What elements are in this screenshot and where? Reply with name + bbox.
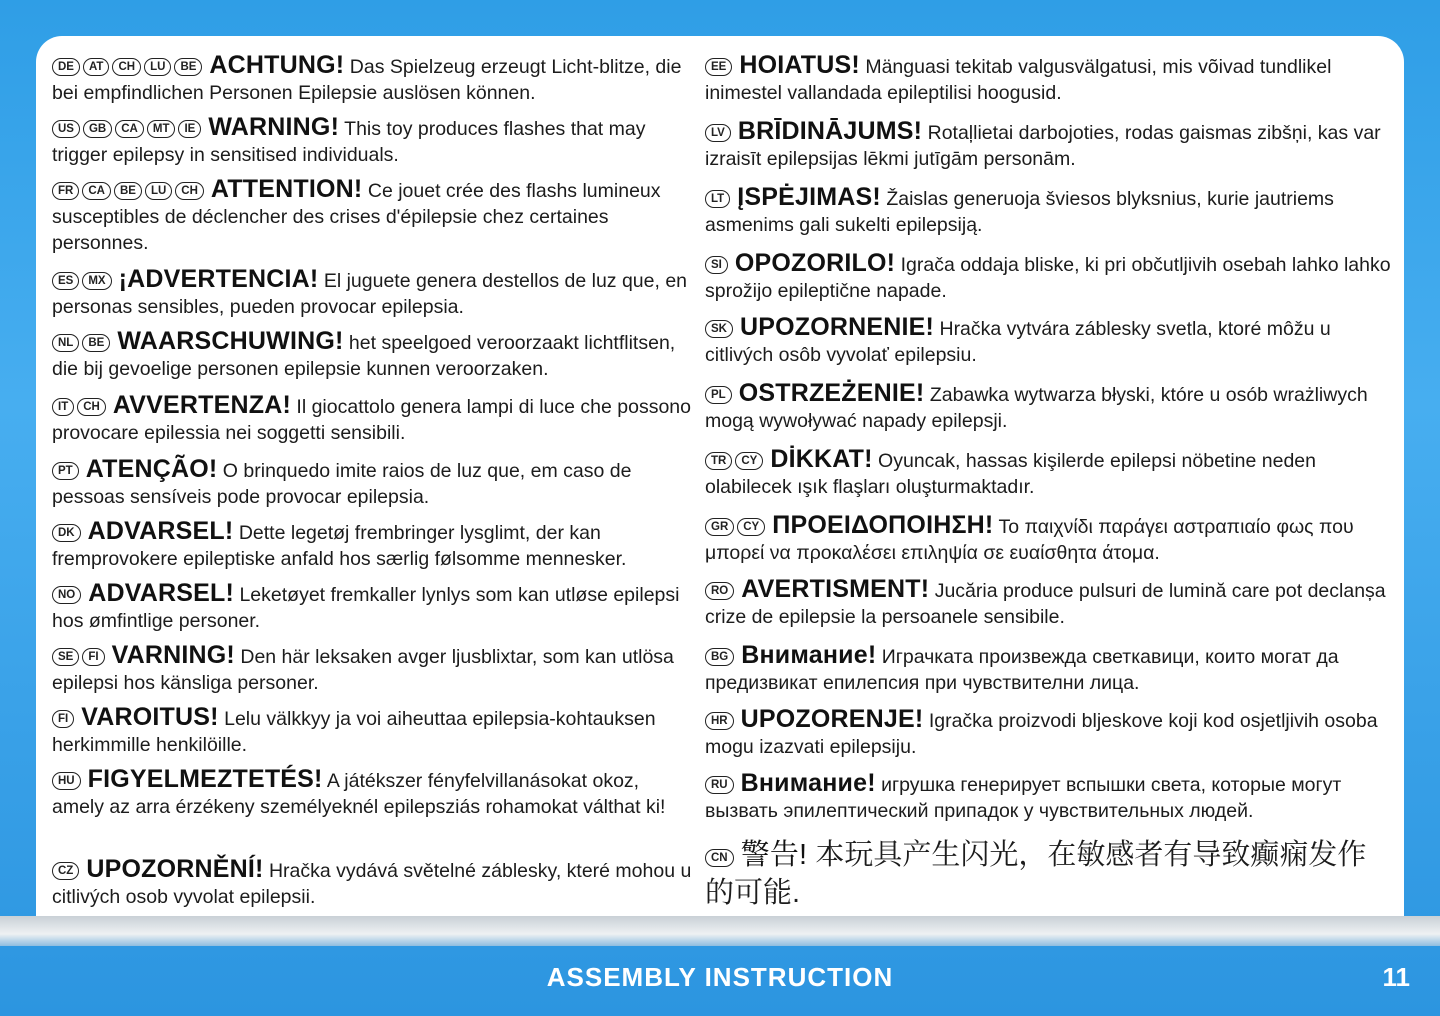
warning-text: Hračka vydává světelné záblesky, které mohou u citlivých osob vyvolat epilepsii. (52, 860, 692, 908)
warning-text: 本玩具产生闪光，在敏感者有导致癫痫发作的可能. (705, 839, 1367, 909)
country-codes (705, 646, 737, 668)
warning-entry (52, 114, 692, 168)
warning-text: Jucăria produce pulsuri de lumină care pot declanșa crize de epilepsie la persoanele sensibile. (705, 580, 1386, 628)
warning-heading: VARNING! (111, 641, 235, 669)
warning-heading: Внимание! (740, 769, 876, 797)
country-codes (705, 56, 735, 78)
country-codes (52, 270, 115, 292)
warning-entry (705, 576, 1395, 630)
warning-heading: ADVARSEL! (87, 517, 234, 545)
country-codes (705, 122, 734, 144)
country-codes (705, 254, 731, 276)
country-codes (52, 860, 82, 882)
warning-text: Играчката произвежда светкавици, които могат да предизвикат епилепсия при чувствителни лица. (705, 646, 1339, 694)
country-code-badge: CA (115, 120, 144, 138)
warning-text: Dette legetøj frembringer lysglimt, der kan fremprovokere epileptiske anfald hos særlig følsomme mennesker. (52, 522, 627, 570)
warning-text: Το παιχνίδι παράγει αστραπιαίο φως που μπορεί να προκαλέσει επιληψία σε ευαίσθητα άτομα. (705, 516, 1354, 564)
country-code-badge: FI (82, 648, 104, 666)
warning-text: Den här leksaken avger ljusblixtar, som kan utlösa epilepsi hos känsliga personer. (52, 646, 674, 694)
country-code-badge: NO (52, 586, 81, 604)
country-codes (52, 56, 205, 78)
warning-heading: FIGYELMEZTETÉS! (87, 765, 323, 793)
warning-entry (52, 266, 692, 320)
country-code-badge: CN (705, 849, 734, 867)
warning-entry (52, 766, 692, 820)
country-code-badge: BE (174, 58, 202, 76)
warning-entry (52, 580, 692, 634)
warning-text: O brinquedo imite raios de luz que, em caso de pessoas sensíveis pode provocar epilepsia. (52, 460, 632, 508)
country-code-badge: GB (83, 120, 112, 138)
country-code-badge: BE (114, 182, 142, 200)
warning-entry (52, 704, 692, 758)
country-code-badge: CH (175, 182, 204, 200)
footer-title: ASSEMBLY INSTRUCTION (546, 962, 894, 992)
warning-heading: VAROITUS! (81, 703, 219, 731)
warning-entry (705, 836, 1395, 912)
warning-text: Oyuncak, hassas kişilerde epilepsi nöbetine neden olabilecek ışık flaşları oluşturmaktadır. (705, 450, 1316, 498)
country-code-badge: AT (83, 58, 109, 76)
country-codes (52, 646, 108, 668)
warning-heading: HOIATUS! (739, 51, 860, 79)
country-code-badge: LT (705, 190, 730, 208)
country-codes (52, 460, 82, 482)
country-code-badge: MT (147, 120, 176, 138)
country-codes (52, 770, 84, 792)
warning-heading: UPOZORENJE! (740, 705, 924, 733)
warning-entry (705, 446, 1395, 500)
panel-bottom-shadow (0, 916, 1440, 946)
warning-heading: BRĪDINĀJUMS! (737, 117, 923, 145)
country-code-badge: CH (112, 58, 141, 76)
warning-text: This toy produces flashes that may trigger epilepsy in sensitised individuals. (52, 118, 646, 166)
warning-heading: OPOZORILO! (734, 249, 896, 277)
warning-text: El juguete genera destellos de luz que, en personas sensibles, pueden provocar epilepsia. (52, 270, 688, 318)
country-code-badge: CY (735, 452, 763, 470)
warning-heading: ¡ADVERTENCIA! (118, 265, 319, 293)
country-code-badge: LU (144, 58, 171, 76)
warning-entry (705, 380, 1395, 434)
warning-heading: Внимание! (741, 641, 877, 669)
country-codes (705, 710, 737, 732)
page-number: 11 (1382, 962, 1410, 992)
warning-entry (52, 456, 692, 510)
country-code-badge: DE (52, 58, 80, 76)
country-code-badge: SI (705, 256, 728, 274)
warning-entry (52, 392, 692, 446)
country-code-badge: US (52, 120, 80, 138)
country-code-badge: HU (52, 772, 81, 790)
country-code-badge: PT (52, 462, 79, 480)
country-code-badge: LU (145, 182, 172, 200)
warning-text: Zabawka wytwarza błyski, które u osób wrażliwych mogą wywoływać napady epilepsji. (705, 384, 1368, 432)
warning-heading: AVERTISMENT! (741, 575, 930, 603)
country-codes (52, 522, 84, 544)
country-codes (52, 118, 204, 140)
country-codes (52, 396, 109, 418)
country-codes (705, 384, 735, 406)
warning-entry (705, 184, 1395, 238)
warning-heading: 警告! (740, 839, 808, 871)
warning-text: Mänguasi tekitab valgusvälgatusi, mis võivad tundlikel inimestel vallandada epileptilisi hoogusid. (705, 56, 1332, 104)
warning-entry (52, 52, 692, 106)
country-codes (705, 839, 737, 871)
warning-text: Rotaļlietai darbojoties, rodas gaismas zibšņi, kas var izraisīt epilepsijas lēkmi jutīgām personām. (705, 122, 1381, 170)
warning-entry (705, 770, 1395, 824)
country-codes (705, 580, 737, 602)
warning-entry (705, 118, 1395, 172)
warning-heading: ADVARSEL! (88, 579, 235, 607)
country-code-badge: HR (705, 712, 734, 730)
warning-heading: ATTENTION! (210, 175, 363, 203)
warning-heading: WARNING! (208, 113, 340, 141)
warning-text: Ce jouet crée des flashs lumineux susceptibles de déclencher des crises d'épilepsie chez certaines personnes. (52, 180, 661, 254)
warning-text: Žaislas generuoja šviesos blyksnius, kurie jautriems asmenims gali sukelti epilepsiją. (705, 188, 1334, 236)
warning-heading: WAARSCHUWING! (117, 327, 344, 355)
warning-text: Hračka vytvára záblesky svetla, ktoré môžu u citlivých osôb vyvolať epilepsiu. (705, 318, 1331, 366)
warning-text: het speelgoed veroorzaakt lichtflitsen, die bij gevoelige personen epilepsie kunnen veroorzaken. (52, 332, 676, 380)
country-codes (705, 774, 737, 796)
warning-entry (52, 856, 692, 910)
warning-text: Lelu välkkyy ja voi aiheuttaa epilepsia-kohtauksen herkimmille henkilöille. (52, 708, 656, 756)
country-code-badge: EE (705, 58, 732, 76)
warning-heading: DİKKAT! (770, 445, 873, 473)
warning-entry (705, 642, 1395, 696)
country-code-badge: NL (52, 334, 79, 352)
country-code-badge: PL (705, 386, 732, 404)
warning-heading: OSTRZEŻENIE! (738, 379, 925, 407)
warning-entry (52, 176, 692, 256)
country-code-badge: FI (52, 710, 74, 728)
country-code-badge: IT (52, 398, 74, 416)
warning-entry (52, 642, 692, 696)
country-code-badge: GR (705, 518, 734, 536)
country-code-badge: RO (705, 582, 734, 600)
country-code-badge: ES (52, 272, 79, 290)
warning-entry (705, 706, 1395, 760)
country-codes (52, 332, 113, 354)
country-code-badge: DK (52, 524, 81, 542)
country-code-badge: CH (77, 398, 106, 416)
country-codes (705, 318, 736, 340)
country-code-badge: FR (52, 182, 79, 200)
warning-text: A játékszer fényfelvillanásokat okoz, amely az arra érzékeny személyeknél epilepsziás rohamokat válthat ki! (52, 770, 666, 818)
warning-entry (705, 314, 1395, 368)
warning-heading: UPOZORNĚNÍ! (86, 855, 264, 883)
country-code-badge: BE (82, 334, 110, 352)
country-code-badge: RU (705, 776, 734, 794)
country-codes (705, 450, 766, 472)
warning-heading: ΠΡΟΕΙΔΟΠΟΙΗΣΗ! (772, 511, 994, 539)
warning-text: Leketøyet fremkaller lynlys som kan utløse epilepsi hos ømfintlige personer. (52, 584, 680, 632)
country-code-badge: SK (705, 320, 733, 338)
warning-text: Igračka proizvodi bljeskove koji kod osjetljivih osoba mogu izazvati epilepsiju. (705, 710, 1378, 758)
country-code-badge: IE (178, 120, 201, 138)
country-code-badge: CZ (52, 862, 79, 880)
country-codes (52, 180, 207, 202)
warning-heading: AVVERTENZA! (112, 391, 291, 419)
warning-entry (705, 250, 1395, 304)
country-codes (705, 516, 768, 538)
warning-text: игрушка генерирует вспышки света, которые могут вызвать эпилептический припадок у чувствительных людей. (705, 774, 1342, 822)
country-code-badge: LV (705, 124, 731, 142)
warning-entry (705, 512, 1395, 566)
warning-heading: UPOZORNENIE! (739, 313, 935, 341)
warning-text: Das Spielzeug erzeugt Licht-blitze, die bei empfindlichen Personen Epilepsie auslösen können. (52, 56, 682, 104)
country-code-badge: CA (82, 182, 111, 200)
warning-text: Il giocattolo genera lampi di luce che possono provocare epilessia nei soggetti sensibili. (52, 396, 691, 444)
country-code-badge: SE (52, 648, 79, 666)
warning-entry (705, 52, 1395, 106)
country-codes (705, 188, 733, 210)
warning-text: Igrača oddaja bliske, ki pri občutljivih osebah lahko lahko sprožijo epileptične napade. (705, 254, 1391, 302)
country-codes (52, 708, 77, 730)
country-code-badge: BG (705, 648, 734, 666)
warning-heading: ĮSPĖJIMAS! (737, 183, 881, 211)
warning-heading: ACHTUNG! (209, 51, 345, 79)
country-codes (52, 584, 84, 606)
warning-entry (52, 518, 692, 572)
warning-heading: ATENÇÃO! (85, 455, 218, 483)
warning-entry (52, 328, 692, 382)
country-code-badge: TR (705, 452, 732, 470)
country-code-badge: MX (82, 272, 111, 290)
country-code-badge: CY (737, 518, 765, 536)
